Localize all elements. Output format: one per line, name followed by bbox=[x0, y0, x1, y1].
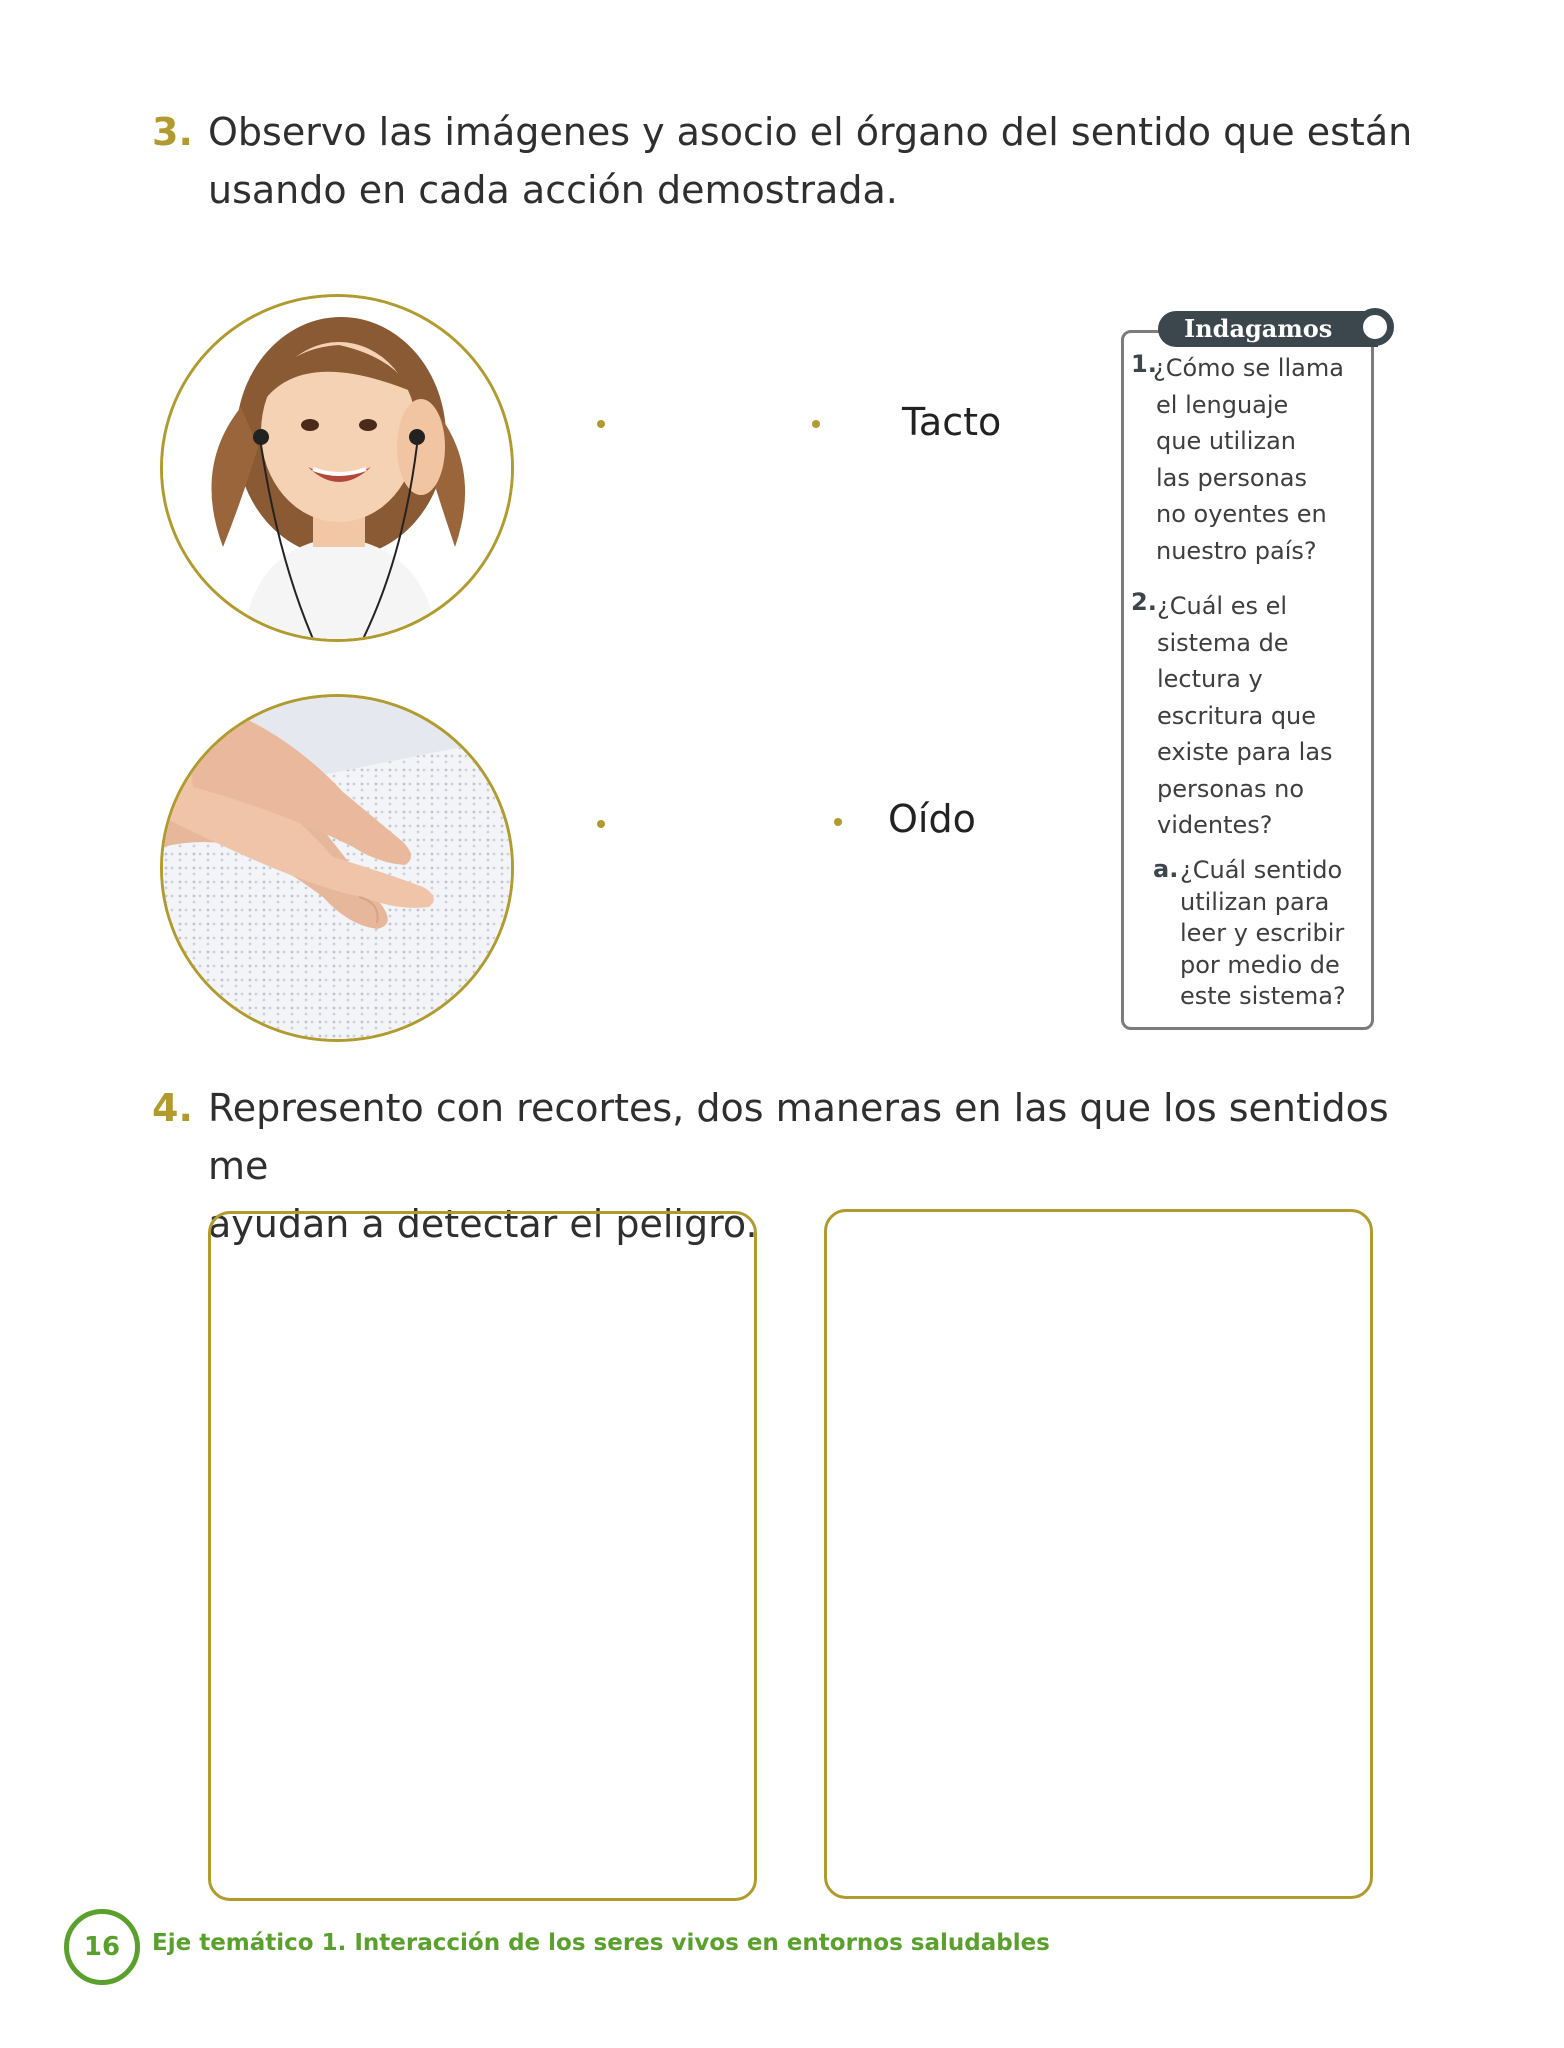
match-dot-left-1[interactable] bbox=[597, 420, 605, 428]
question-1-line: no oyentes en bbox=[1156, 500, 1327, 528]
question-2a-line: ¿Cuál sentido bbox=[1180, 856, 1343, 884]
photo-braille-fingers bbox=[160, 694, 514, 1042]
answer-box-left[interactable] bbox=[208, 1211, 757, 1901]
question-2-line: escritura que bbox=[1157, 701, 1317, 730]
question-2a-text bbox=[1180, 855, 1376, 1013]
question-2-line: existe para las bbox=[1157, 738, 1333, 766]
exercise-4-number: 4. bbox=[152, 1086, 193, 1130]
exercise-3-instruction bbox=[208, 103, 1428, 219]
question-2-line: videntes? bbox=[1157, 811, 1273, 839]
page-number: 16 bbox=[64, 1909, 140, 1985]
question-2-line: ¿Cuál es el bbox=[1157, 592, 1288, 620]
sense-label-tacto: Tacto bbox=[902, 400, 1002, 444]
question-2a-line: por medio de bbox=[1180, 950, 1340, 979]
question-1-text bbox=[1153, 350, 1373, 569]
exercise-3-line-1: Observo las imágenes y asocio el órgano del sentido que están bbox=[208, 110, 1413, 154]
exercise-3-line-2: usando en cada acción demostrada. bbox=[208, 168, 898, 212]
question-1-line: las personas bbox=[1156, 463, 1307, 492]
question-1-line: el lenguaje bbox=[1156, 390, 1289, 419]
match-dot-right-1[interactable] bbox=[812, 420, 820, 428]
question-2-line: sistema de bbox=[1157, 628, 1289, 657]
question-2a-line: este sistema? bbox=[1180, 982, 1346, 1010]
match-dot-right-2[interactable] bbox=[834, 818, 842, 826]
question-2a-line: utilizan para bbox=[1180, 887, 1330, 916]
ring-icon bbox=[1356, 308, 1394, 346]
photo-girl-earphones bbox=[160, 294, 514, 642]
inquiry-title: Indagamos bbox=[1158, 311, 1378, 347]
question-1-line: nuestro país? bbox=[1156, 536, 1317, 565]
question-2-text bbox=[1157, 588, 1377, 844]
question-2a-letter: a. bbox=[1153, 855, 1179, 883]
question-1-number: 1. bbox=[1131, 350, 1157, 378]
question-2-number: 2. bbox=[1131, 588, 1157, 616]
exercise-4-line-1: Represento con recortes, dos maneras en las que los sentidos me bbox=[208, 1086, 1389, 1188]
question-2a-line: leer y escribir bbox=[1180, 919, 1345, 947]
exercise-3-number: 3. bbox=[152, 110, 193, 154]
question-2-line: personas no bbox=[1157, 774, 1304, 803]
match-dot-left-2[interactable] bbox=[597, 820, 605, 828]
exercise-4-line-2: ayudan a detectar el peligro. bbox=[208, 1202, 758, 1246]
sense-label-oido: Oído bbox=[888, 797, 976, 841]
answer-box-right[interactable] bbox=[824, 1209, 1373, 1899]
footer-theme-text: Eje temático 1. Interacción de los seres vivos en entornos saludables bbox=[152, 1930, 1050, 1956]
question-1-line: ¿Cómo se llama bbox=[1153, 354, 1344, 382]
question-2-line: lectura y bbox=[1157, 665, 1263, 693]
question-1-line: que utilizan bbox=[1156, 427, 1296, 455]
